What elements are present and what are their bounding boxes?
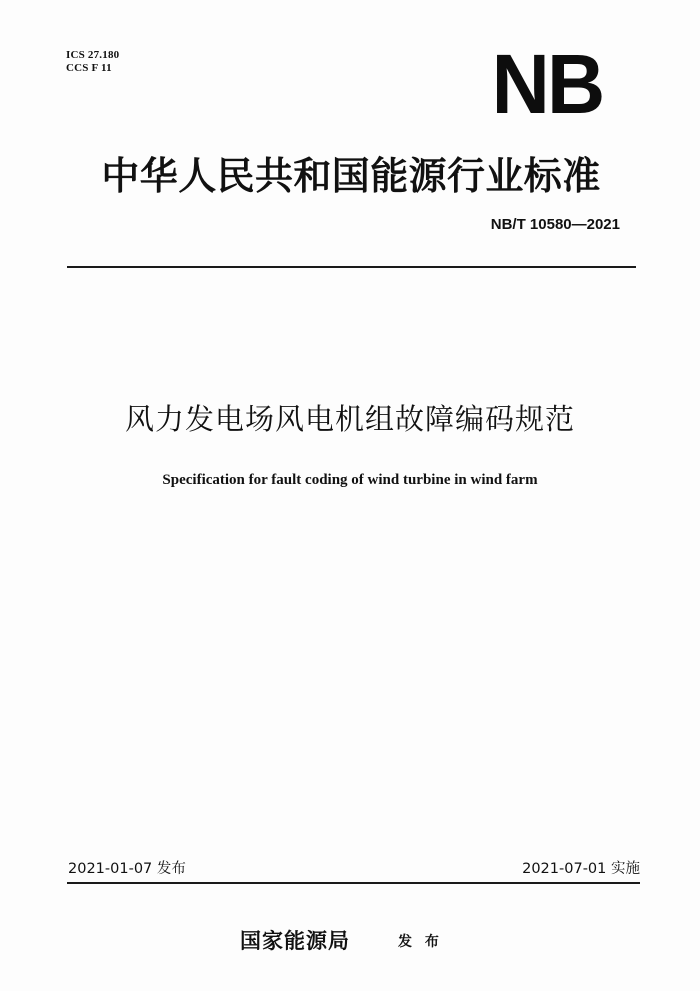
nb-logo: NB xyxy=(491,37,602,131)
standard-number: NB/T 10580—2021 xyxy=(490,216,620,233)
issue-date: 2021-01-07 发布 xyxy=(68,861,186,877)
ccs-code: CCS F 11 xyxy=(66,62,112,74)
document-title-english: Specification for fault coding of wind turbine in wind farm xyxy=(162,472,538,488)
bottom-divider xyxy=(67,882,640,884)
publish-action: 发 布 xyxy=(398,934,443,950)
classification-codes xyxy=(66,49,119,75)
standard-category: 中华人民共和国能源行业标准 xyxy=(101,153,601,198)
implementation-date: 2021-07-01 实施 xyxy=(522,861,640,877)
ics-code: ICS 27.180 xyxy=(66,49,120,61)
top-divider xyxy=(67,266,636,268)
publisher-name: 国家能源局 xyxy=(240,928,350,953)
document-title-chinese: 风力发电场风电机组故障编码规范 xyxy=(124,402,575,436)
